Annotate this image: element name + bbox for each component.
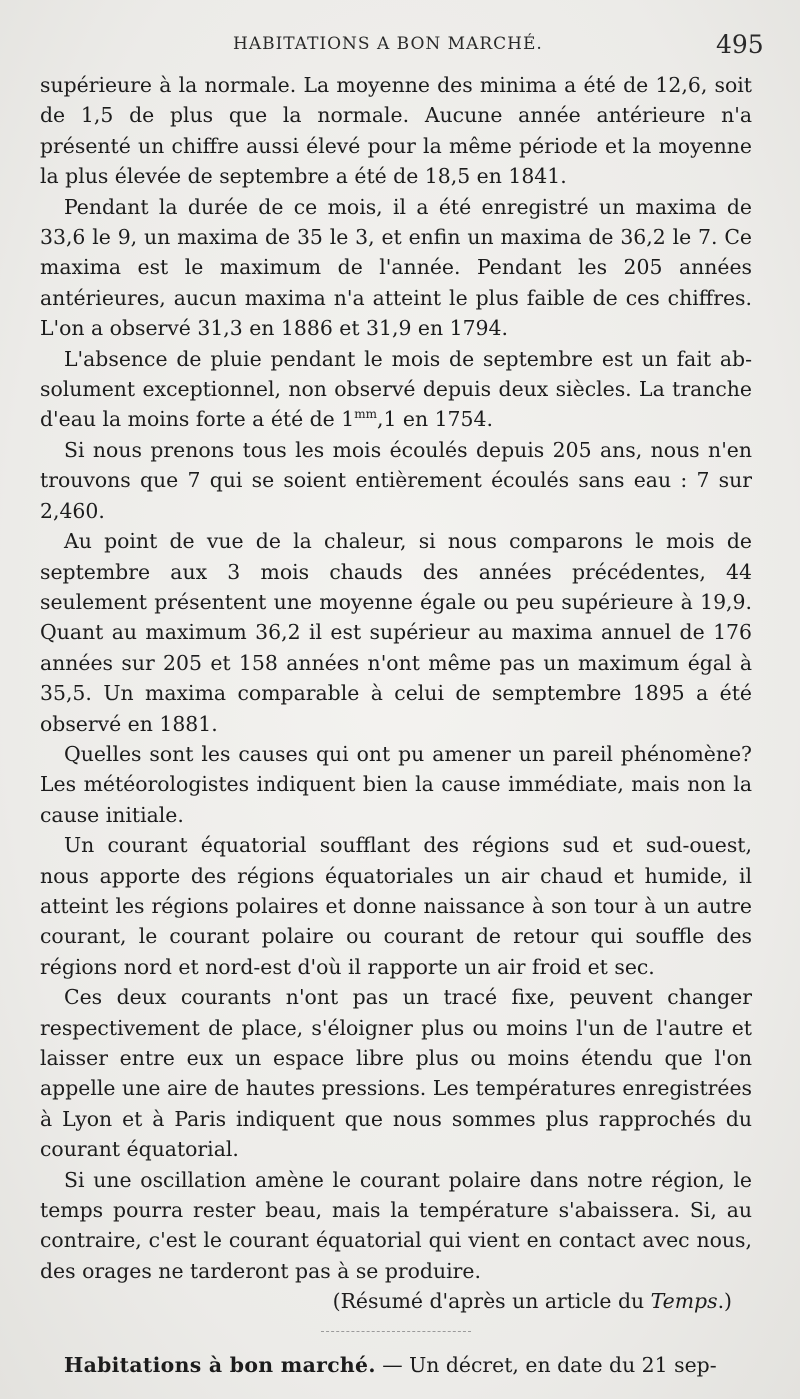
next-section-paragraph	[40, 1350, 752, 1380]
paragraph-chaleur: Au point de vue de la chaleur, si nous comparons le mois de septembre aux 3 mois chauds des années précédentes, 44 seulement présentent une moyenne égale ou peu supérieure à 19,9. Quant au maximum 36,2 il est supérieur au maxima annuel de 176 années sur 205 et 158 années n'ont même pas un maximum égal à 35,5. Un maxima comparable à celui de semptembre 1895 a été observé en 1881.	[40, 529, 752, 736]
paragraph-maxima: Pendant la durée de ce mois, il a été enregistré un maxima de 33,6 le 9, un maxima de 35 le 3, et enfin un maxima de 36,2 le 7. Ce maxima est le maximum de l'année. Pendant les 205 années antérieures, aucun maxima n'a atteint le plus faible de ces chiffres. L'on a observé 31,3 en 1886 et 31,9 en 1794.	[40, 194, 752, 341]
source-suffix: .)	[717, 1289, 732, 1314]
pluie-text-after: ,1 en 1754.	[376, 407, 493, 432]
body-text	[40, 70, 752, 1380]
page-header	[0, 30, 800, 64]
paragraph-deux-courants: Ces deux courants n'ont pas un tracé fixe, peuvent changer respectivement de place, s'éloigner plus ou moins l'un de l'autre et laisser entre eux un espace libre plus ou moins étendu que l'on appelle une aire de hautes pressions. Les températures enregistrées à Lyon et à Paris indiquent que nous sommes plus rapprochés du courant équatorial.	[40, 985, 752, 1162]
source-journal: Temps	[650, 1289, 718, 1314]
paragraph-mois-ecoules: Si nous prenons tous les mois écoulés depuis 205 ans, nous n'en trouvons que 7 qui se soient entièrement écoulés sans eau : 7 sur 2,460.	[40, 437, 752, 523]
source-prefix: (Résumé d'après un article du	[332, 1289, 651, 1314]
paragraph-courant-equatorial: Un courant équatorial soufflant des régions sud et sud-ouest, nous apporte des régions équatoriales un air chaud et humide, il atteint les régions polaires et donne naissance à son tour à un autre courant, le courant polaire ou courant de retour qui souffle des régions nord et nord-est d'où il rapporte un air froid et sec.	[40, 833, 752, 979]
running-title: HABITATIONS A BON MARCHÉ.	[233, 34, 543, 54]
paragraph-oscillation: Si une oscillation amène le courant polaire dans notre région, le temps pourra rester beau, mais la température s'abaissera. Si, au contraire, c'est le courant équatorial qui vient en contact avec nous, des orages ne tarderont pas à se produire.	[40, 1167, 752, 1283]
next-section-title: Habitations à bon marché.	[64, 1352, 376, 1377]
paragraph-continuation: supérieure à la normale. La moyenne des minima a été de 12,6, soit de 1,5 de plus que la normale. Aucune année antérieure n'a présenté un chiffre aussi élevé pour la même période et la moyenne la plus élevée de septembre a été de 18,5 en 1841.	[40, 73, 752, 189]
pluie-unit: mm	[354, 407, 377, 422]
page-number: 495	[716, 30, 764, 59]
section-divider	[321, 1331, 471, 1332]
pluie-text-before: L'absence de pluie pendant le mois de septembre est un fait absolument exceptionnel, non observé depuis deux siècles. La tranche d'eau la moins forte a été de 1	[40, 346, 752, 432]
source-citation	[40, 1286, 752, 1316]
next-section-text: — Un décret, en date du 21 sep-	[375, 1352, 717, 1377]
paragraph-causes: Quelles sont les causes qui ont pu amener un pareil phénomène? Les météorologistes indiquent bien la cause immédiate, mais non la cause initiale.	[40, 741, 752, 827]
paragraph-pluie	[40, 344, 752, 435]
